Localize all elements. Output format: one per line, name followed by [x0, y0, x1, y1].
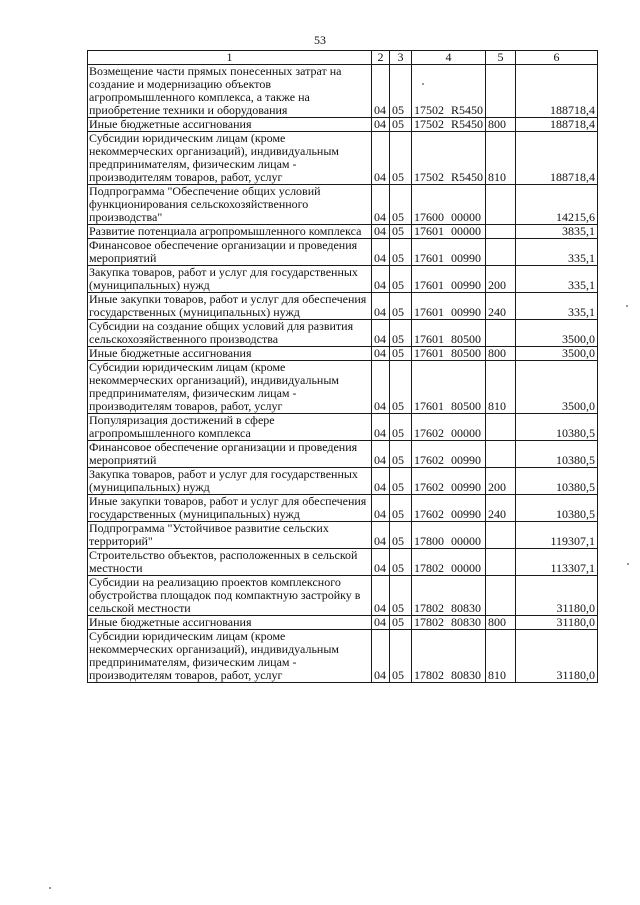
row-target-article-program: 17802	[414, 561, 444, 575]
row-section-code: 04	[372, 185, 390, 225]
row-subsection-code: 05	[390, 132, 412, 185]
row-amount: 3835,1	[516, 225, 598, 239]
row-name: Возмещение части прямых понесенных затрат на создание и модернизацию объектов агропромышленного комплекса, а также на приобретение техники и оборудования	[88, 65, 372, 118]
column-header-6: 6	[516, 51, 598, 65]
budget-table	[87, 50, 598, 683]
row-subsection-code: 05	[390, 495, 412, 522]
scan-speck	[626, 305, 628, 307]
row-target-article-program: 17802	[414, 615, 444, 629]
row-name: Субсидии юридическим лицам (кроме некоммерческих организаций), индивидуальным предпринимателям, физическим лицам - производителям товаров, работ, услуг	[88, 630, 372, 683]
row-subsection-code: 05	[390, 468, 412, 495]
row-amount: 335,1	[516, 239, 598, 266]
row-section-code: 04	[372, 293, 390, 320]
column-header-3: 3	[390, 51, 412, 65]
row-subsection-code: 05	[390, 185, 412, 225]
row-target-article-direction: 00000	[451, 561, 481, 575]
row-amount: 31180,0	[516, 630, 598, 683]
row-amount: 14215,6	[516, 185, 598, 225]
row-subsection-code: 05	[390, 441, 412, 468]
table-row	[88, 616, 598, 630]
table-row	[88, 495, 598, 522]
table-row	[88, 441, 598, 468]
row-subsection-code: 05	[390, 266, 412, 293]
row-target-article-program: 17601	[414, 332, 444, 346]
row-target-article-program: 17601	[414, 399, 444, 413]
row-target-article	[412, 347, 486, 361]
row-target-article-direction: 80500	[451, 346, 481, 360]
row-amount: 31180,0	[516, 576, 598, 616]
row-name: Субсидии на создание общих условий для развития сельскохозяйственного производства	[88, 320, 372, 347]
row-amount: 10380,5	[516, 414, 598, 441]
row-target-article-program: 17802	[414, 668, 444, 682]
row-target-article-direction: 00990	[451, 251, 481, 265]
column-header-4: 4	[412, 51, 486, 65]
row-expense-type	[486, 320, 516, 347]
row-target-article-direction: 80830	[451, 615, 481, 629]
row-subsection-code: 05	[390, 522, 412, 549]
table-row	[88, 320, 598, 347]
table-row	[88, 549, 598, 576]
row-subsection-code: 05	[390, 225, 412, 239]
row-target-article	[412, 65, 486, 118]
row-name: Финансовое обеспечение организации и проведения мероприятий	[88, 239, 372, 266]
row-target-article-program: 17602	[414, 453, 444, 467]
table-row	[88, 225, 598, 239]
row-section-code: 04	[372, 616, 390, 630]
row-section-code: 04	[372, 65, 390, 118]
row-target-article	[412, 549, 486, 576]
table-row	[88, 630, 598, 683]
row-target-article-program: 17800	[414, 534, 444, 548]
row-target-article-program: 17601	[414, 305, 444, 319]
row-amount: 119307,1	[516, 522, 598, 549]
row-amount: 31180,0	[516, 616, 598, 630]
row-amount: 188718,4	[516, 65, 598, 118]
row-target-article	[412, 320, 486, 347]
table-row	[88, 414, 598, 441]
row-expense-type: 240	[486, 495, 516, 522]
row-target-article	[412, 630, 486, 683]
row-section-code: 04	[372, 495, 390, 522]
row-target-article-direction: 80500	[451, 399, 481, 413]
row-section-code: 04	[372, 239, 390, 266]
table-row	[88, 65, 598, 118]
row-section-code: 04	[372, 414, 390, 441]
row-expense-type	[486, 441, 516, 468]
row-section-code: 04	[372, 468, 390, 495]
row-target-article-program: 17602	[414, 426, 444, 440]
row-expense-type	[486, 576, 516, 616]
row-subsection-code: 05	[390, 414, 412, 441]
row-name: Строительство объектов, расположенных в сельской местности	[88, 549, 372, 576]
row-name: Финансовое обеспечение организации и проведения мероприятий	[88, 441, 372, 468]
scan-speck	[627, 563, 629, 565]
row-amount: 3500,0	[516, 320, 598, 347]
table-row	[88, 118, 598, 132]
row-subsection-code: 05	[390, 361, 412, 414]
table-header-row	[88, 51, 598, 65]
table-row	[88, 239, 598, 266]
row-target-article-direction: R5450	[451, 117, 484, 131]
row-section-code: 04	[372, 522, 390, 549]
row-subsection-code: 05	[390, 239, 412, 266]
row-name: Подпрограмма "Обеспечение общих условий функционирования сельскохозяйственного производства"	[88, 185, 372, 225]
row-target-article	[412, 225, 486, 239]
row-expense-type	[486, 239, 516, 266]
row-expense-type: 810	[486, 361, 516, 414]
row-target-article-direction: R5450	[451, 170, 484, 184]
row-target-article-program: 17602	[414, 480, 444, 494]
row-section-code: 04	[372, 441, 390, 468]
row-target-article	[412, 414, 486, 441]
row-name: Субсидии на реализацию проектов комплексного обустройства площадок под компактную застройку в сельской местности	[88, 576, 372, 616]
row-target-article-program: 17601	[414, 251, 444, 265]
row-name: Иные закупки товаров, работ и услуг для обеспечения государственных (муниципальных) нужд	[88, 495, 372, 522]
row-name: Популяризация достижений в сфере агропромышленного комплекса	[88, 414, 372, 441]
row-target-article	[412, 132, 486, 185]
row-expense-type	[486, 522, 516, 549]
row-target-article	[412, 468, 486, 495]
row-expense-type: 810	[486, 132, 516, 185]
row-subsection-code: 05	[390, 347, 412, 361]
row-target-article	[412, 118, 486, 132]
row-target-article	[412, 185, 486, 225]
row-name: Подпрограмма "Устойчивое развитие сельских территорий"	[88, 522, 372, 549]
row-target-article-direction: R5450	[451, 103, 484, 117]
row-name: Иные бюджетные ассигнования	[88, 118, 372, 132]
table-row	[88, 576, 598, 616]
row-section-code: 04	[372, 225, 390, 239]
table-row	[88, 185, 598, 225]
row-name: Закупка товаров, работ и услуг для государственных (муниципальных) нужд	[88, 266, 372, 293]
row-target-article-program: 17502	[414, 170, 444, 184]
row-target-article	[412, 361, 486, 414]
row-target-article	[412, 616, 486, 630]
row-target-article-direction: 00990	[451, 453, 481, 467]
table-row	[88, 293, 598, 320]
row-target-article	[412, 266, 486, 293]
row-amount: 3500,0	[516, 361, 598, 414]
table-row	[88, 361, 598, 414]
row-target-article-program: 17601	[414, 278, 444, 292]
row-target-article	[412, 522, 486, 549]
row-target-article-program: 17601	[414, 346, 444, 360]
row-target-article	[412, 576, 486, 616]
row-name: Развитие потенциала агропромышленного комплекса	[88, 225, 372, 239]
row-subsection-code: 05	[390, 549, 412, 576]
row-section-code: 04	[372, 630, 390, 683]
column-header-5: 5	[486, 51, 516, 65]
scan-speck	[49, 887, 51, 889]
row-name: Иные закупки товаров, работ и услуг для обеспечения государственных (муниципальных) нужд	[88, 293, 372, 320]
table-row	[88, 132, 598, 185]
row-amount: 10380,5	[516, 468, 598, 495]
row-target-article	[412, 293, 486, 320]
row-target-article-program: 17602	[414, 507, 444, 521]
row-section-code: 04	[372, 320, 390, 347]
row-section-code: 04	[372, 347, 390, 361]
row-subsection-code: 05	[390, 630, 412, 683]
row-amount: 10380,5	[516, 441, 598, 468]
page-number: 53	[314, 33, 326, 47]
row-target-article-direction: 80830	[451, 668, 481, 682]
row-expense-type	[486, 549, 516, 576]
scan-speck	[422, 83, 424, 85]
row-amount: 113307,1	[516, 549, 598, 576]
row-expense-type	[486, 65, 516, 118]
row-amount: 3500,0	[516, 347, 598, 361]
row-target-article	[412, 495, 486, 522]
row-target-article-program: 17601	[414, 224, 444, 238]
row-subsection-code: 05	[390, 293, 412, 320]
row-subsection-code: 05	[390, 320, 412, 347]
row-target-article-direction: 00000	[451, 426, 481, 440]
row-target-article	[412, 239, 486, 266]
table-row	[88, 347, 598, 361]
row-subsection-code: 05	[390, 65, 412, 118]
row-expense-type: 240	[486, 293, 516, 320]
row-section-code: 04	[372, 118, 390, 132]
row-target-article-direction: 00000	[451, 224, 481, 238]
row-subsection-code: 05	[390, 576, 412, 616]
row-section-code: 04	[372, 132, 390, 185]
row-expense-type	[486, 414, 516, 441]
row-target-article-program: 17802	[414, 601, 444, 615]
row-expense-type: 800	[486, 118, 516, 132]
row-section-code: 04	[372, 549, 390, 576]
row-target-article-direction: 00990	[451, 507, 481, 521]
row-expense-type	[486, 185, 516, 225]
column-header-1: 1	[88, 51, 372, 65]
row-expense-type	[486, 225, 516, 239]
row-name: Субсидии юридическим лицам (кроме некоммерческих организаций), индивидуальным предпринимателям, физическим лицам - производителям товаров, работ, услуг	[88, 132, 372, 185]
row-target-article-direction: 00990	[451, 480, 481, 494]
row-expense-type: 810	[486, 630, 516, 683]
row-subsection-code: 05	[390, 616, 412, 630]
row-amount: 335,1	[516, 266, 598, 293]
row-target-article-program: 17502	[414, 103, 444, 117]
row-section-code: 04	[372, 576, 390, 616]
table-row	[88, 522, 598, 549]
row-section-code: 04	[372, 266, 390, 293]
row-amount: 10380,5	[516, 495, 598, 522]
row-target-article-direction: 00990	[451, 305, 481, 319]
row-target-article-program: 17600	[414, 210, 444, 224]
row-target-article-program: 17502	[414, 117, 444, 131]
row-name: Иные бюджетные ассигнования	[88, 347, 372, 361]
table-row	[88, 468, 598, 495]
row-section-code: 04	[372, 361, 390, 414]
column-header-2: 2	[372, 51, 390, 65]
row-expense-type: 800	[486, 347, 516, 361]
row-target-article-direction: 00990	[451, 278, 481, 292]
row-expense-type: 200	[486, 468, 516, 495]
row-expense-type: 800	[486, 616, 516, 630]
row-target-article-direction: 80500	[451, 332, 481, 346]
row-amount: 188718,4	[516, 132, 598, 185]
row-target-article-direction: 00000	[451, 534, 481, 548]
row-amount: 188718,4	[516, 118, 598, 132]
row-name: Иные бюджетные ассигнования	[88, 616, 372, 630]
row-amount: 335,1	[516, 293, 598, 320]
row-name: Закупка товаров, работ и услуг для государственных (муниципальных) нужд	[88, 468, 372, 495]
table-row	[88, 266, 598, 293]
row-subsection-code: 05	[390, 118, 412, 132]
row-target-article	[412, 441, 486, 468]
row-name: Субсидии юридическим лицам (кроме некоммерческих организаций), индивидуальным предпринимателям, физическим лицам - производителям товаров, работ, услуг	[88, 361, 372, 414]
row-target-article-direction: 00000	[451, 210, 481, 224]
row-expense-type: 200	[486, 266, 516, 293]
row-target-article-direction: 80830	[451, 601, 481, 615]
